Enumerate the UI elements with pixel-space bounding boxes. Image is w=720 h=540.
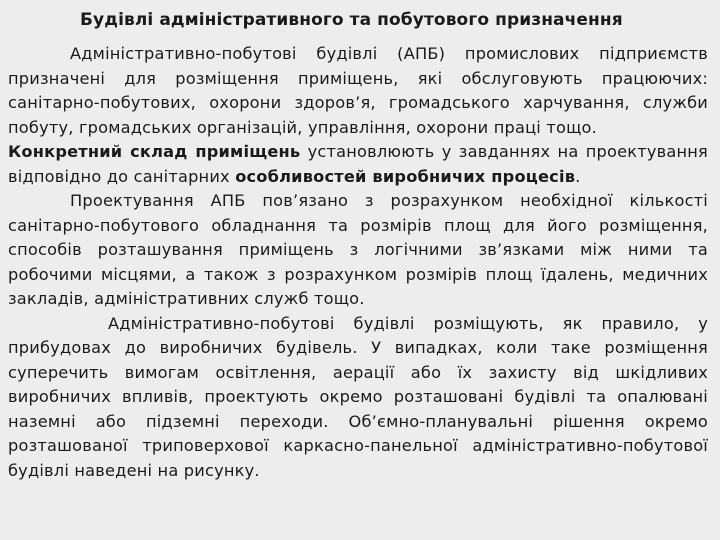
paragraph-1: Адміністративно-побутові будівлі (АПБ) промислових підприємств призначені для розміщення приміщень, які обслуговують працюючих: санітарно-побутових, охорони здоров’я, громадського харчування, служби побуту, громадських організацій, управління, охорони праці тощо. — [8, 44, 708, 137]
paragraph-4: Адміністративно-побутові будівлі розміщують, як правило, у прибудовах до виробничих будівель. У випадках, коли таке розміщення суперечить вимогам освітлення, аерації або їх захисту від шкідливих виробничих впливів, проектують окремо розташовані будівлі та опалювані наземні або підземні переходи. Об’ємно-планувальні рішення окремо розташованої триповерхової каркасно-панельної адміністративно-побутової будівлі наведені на рисунку. — [8, 313, 708, 480]
paragraph-2-text-2: . — [575, 166, 581, 186]
bold-phrase-features: особливостей виробничих процесів — [235, 166, 576, 186]
bold-phrase-composition: Конкретний склад приміщень — [8, 142, 301, 161]
page-title: Будівлі адміністративного та побутового призначення — [80, 10, 623, 30]
paragraph-3: Проектування АПБ пов’язано з розрахунком необхідної кількості санітарно-побутового обладнання та розмірів площ для його розміщення, способів розташування приміщень з логічними зв’язками між ними та робочими місцями, а також з розрахунком розмірів площ їдалень, медичних закладів, адміністративних служб тощо. — [8, 191, 708, 308]
paragraph-2 — [8, 140, 708, 189]
paragraph-2-text-1: установлюють у завданнях на проектування відповідно до санітарних — [8, 142, 708, 186]
